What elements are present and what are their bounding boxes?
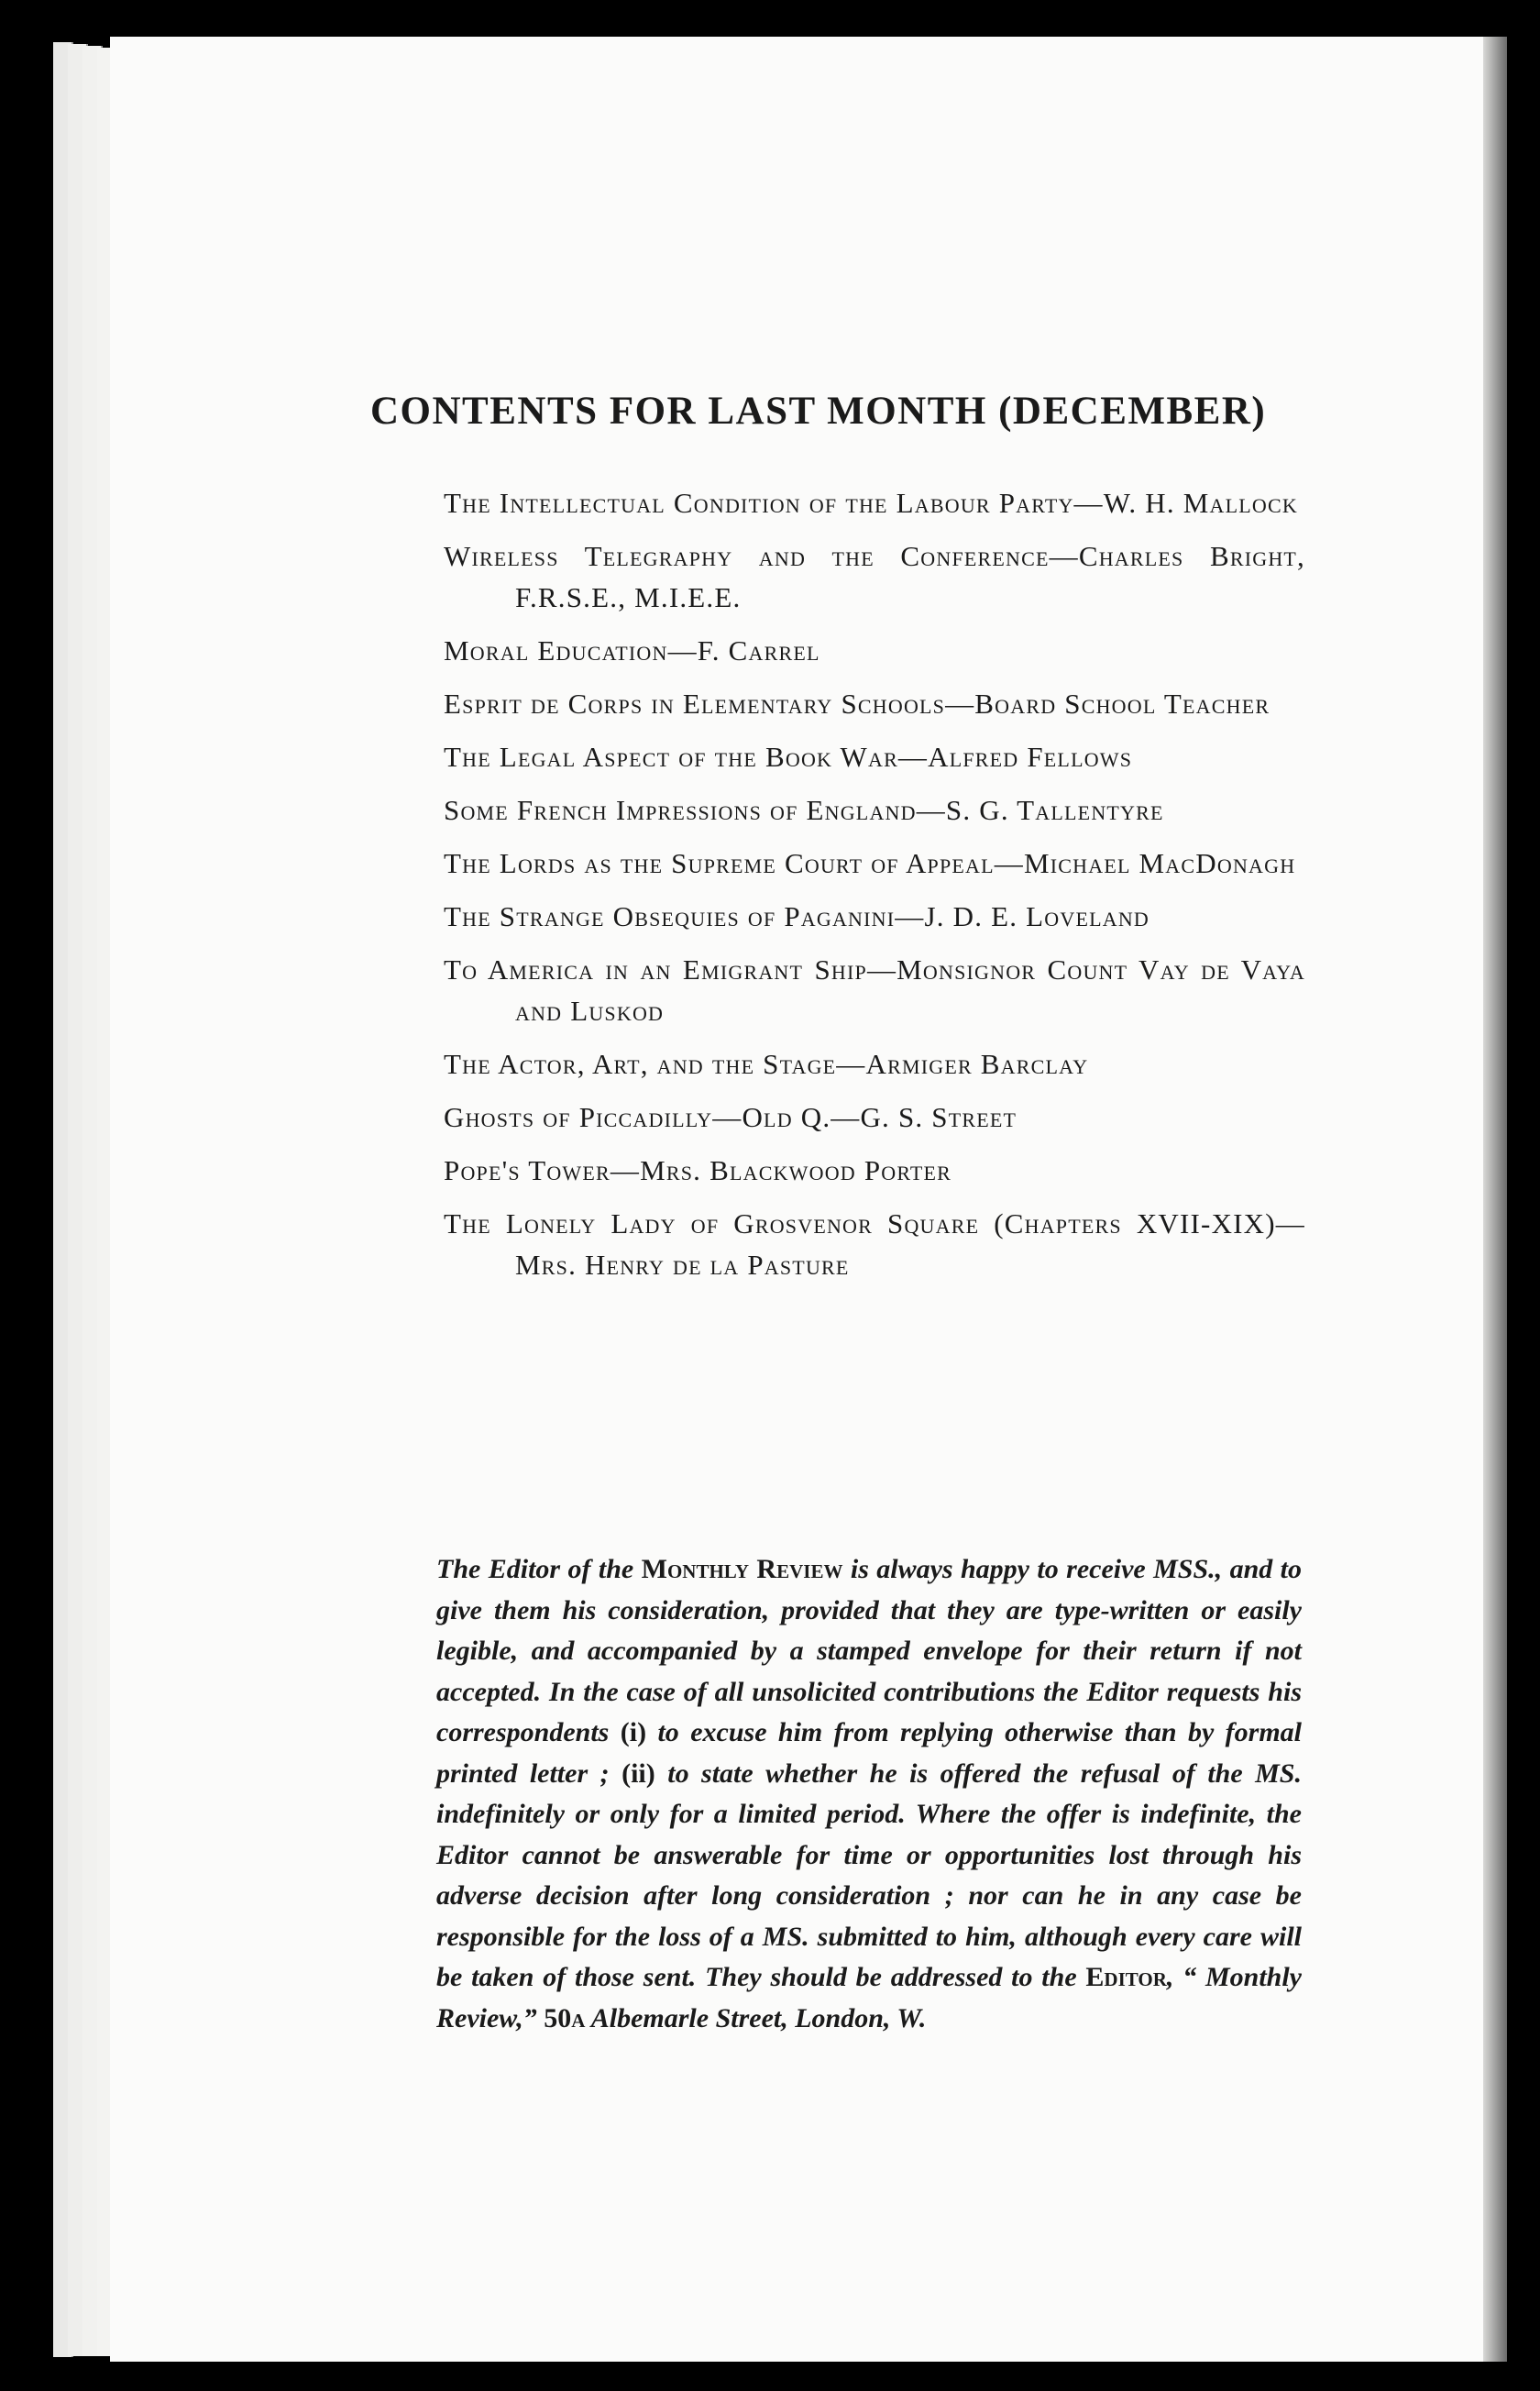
contents-entry: Ghosts of Piccadilly—Old Q.—G. S. Street [444, 1101, 1018, 1133]
contents-list [444, 482, 1305, 1297]
notice-text: to state whether he is offered the refusal of the MS. indefinitely or only for a limited period. Where the offer is indefinite, the Editor cannot be answerable for time or opportunities lost through his adverse decision after long consideration ; nor can he in any case be responsible for the loss of a MS. submitted to him, although every care will be taken of those sent. They should be addressed to the [436, 1757, 1302, 1992]
contents-entry: The Legal Aspect of the Book War—Alfred Fellows [444, 741, 1133, 773]
notice-text: to excuse him from replying otherwise than by formal printed letter ; [436, 1717, 1302, 1789]
contents-entry: To America in an Emigrant Ship—Monsignor Count Vay de Vaya and Luskod [444, 953, 1305, 1027]
notice-numeral: (ii) [622, 1757, 655, 1789]
contents-entry: Some French Impressions of England—S. G. Tallentyre [444, 794, 1164, 826]
contents-entry: Esprit de Corps in Elementary Schools—Board School Teacher [444, 688, 1270, 720]
notice-text: , “ Monthly Review,” [436, 1962, 1302, 2033]
contents-heading: CONTENTS FOR LAST MONTH (DECEMBER) [370, 390, 1267, 433]
journal-name: Monthly Review [641, 1554, 843, 1584]
contents-entry: The Strange Obsequies of Paganini—J. D. E. Loveland [444, 900, 1150, 932]
contents-entry: Moral Education—F. Carrel [444, 634, 820, 667]
notice-text: The Editor of the [436, 1554, 642, 1584]
notice-text: is always happy to receive MSS., and to give them his consideration, provided that they are type-written or easily legible, and accompanied by a stamped envelope for their return if not accepted. In the case of all unsolicited contributions the Editor requests his correspondents [436, 1554, 1302, 1747]
contents-entry: The Lords as the Supreme Court of Appeal—Michael MacDonagh [444, 847, 1296, 879]
contents-entry: The Lonely Lady of Grosvenor Square (Chapters XVII-XIX)—Mrs. Henry de la Pasture [444, 1207, 1305, 1281]
contents-entry: Pope's Tower—Mrs. Blackwood Porter [444, 1154, 952, 1186]
contents-entry: The Intellectual Condition of the Labour Party—W. H. Mallock [444, 487, 1298, 519]
contents-entry: The Actor, Art, and the Stage—Armiger Barclay [444, 1048, 1089, 1080]
notice-text: Albemarle Street, London, W. [585, 2002, 927, 2033]
address-number: 50a [544, 2002, 586, 2033]
contents-entry: Wireless Telegraphy and the Conference—Charles Bright, F.R.S.E., M.I.E.E. [444, 540, 1305, 613]
editor-notice [436, 1549, 1302, 2039]
notice-numeral: (i) [620, 1717, 647, 1747]
editor-label: Editor [1085, 1962, 1167, 1992]
page-gutter-shadow [1483, 37, 1507, 2362]
